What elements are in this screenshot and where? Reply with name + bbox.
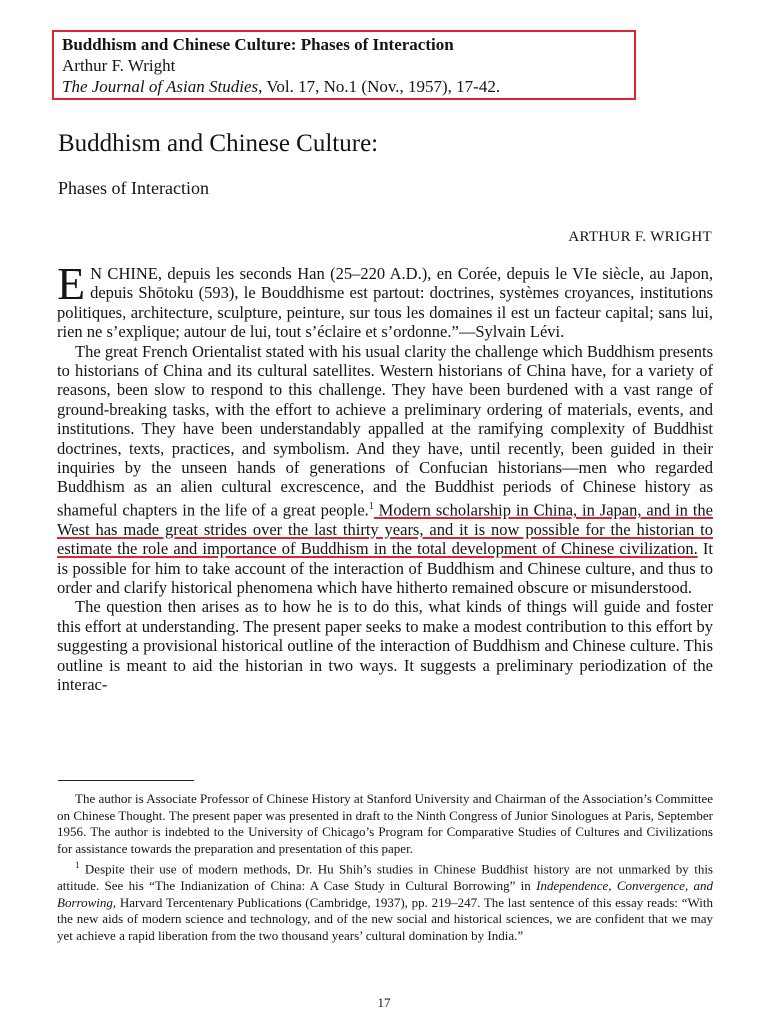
citation-journal: The Journal of Asian Studies,	[62, 77, 263, 96]
citation-source	[62, 76, 626, 97]
citation-box	[52, 30, 636, 100]
article-title: Buddhism and Chinese Culture:	[58, 130, 379, 157]
footnote-1-book-title: Independence, Convergence, and Borrowing,	[57, 878, 714, 910]
footnote-1-text-a: Despite their use of modern methods, Dr. Hu Shih’s studies in Chinese Buddhist history are not unmarked by this attitude. See his “The Indianization of China: A Case Study in Cultural Borrowing” in	[57, 861, 713, 894]
page-number: 17	[377, 995, 391, 1010]
footnotes	[57, 791, 713, 945]
epigraph-text: N CHINE, depuis les seconds Han (25–220 A.D.), en Corée, depuis le VIe siècle, au Japon, depuis Shōtoku (593), le Bouddhisme est partout: doctrines, systèmes croyances, institutions politiques, architecture, sculpture, peinture, sur tous les domaines il est un facteur capital; sans lui, rien ne s’explique; autour de lui, tout s’éclaire et s’ordonne.”—Sylvain Lévi.	[57, 264, 713, 342]
paragraph-2-text: The great French Orientalist stated with his usual clarity the challenge which Buddhism presents to historians of China and its cultural satellites. Western historians of China have, for a variety of reasons, been slow to respond to this challenge. They have been burdened with a vast range of ground-breaking tasks, with the effort to achieve a preliminary ordering of materials, events, and institutions. They have been understandably appalled at the ramifying complexity of Buddhist doctrines, texts, practices, and symbolism. And they have, until recently, been guided in their inquiries by the unseen hands of generations of Confucian historians—men who regarded Buddhism as an alien cultural excrescence, and the Buddhist periods of Chinese history as shameful chapters in the life of a great people.	[57, 341, 713, 520]
footnote-1-mark: 1	[75, 860, 80, 871]
footnote-marker-1[interactable]: 1	[368, 500, 374, 512]
highlighted-passage: Modern scholarship in China, in Japan, and in the West has made great strides over the last thirty years, and it is now possible for the historian to estimate the role and importance of Buddhism in the total development of Chinese civilization.	[57, 500, 713, 559]
footnote-rule	[58, 780, 194, 781]
article-subtitle: Phases of Interaction	[58, 178, 209, 198]
citation-title: Buddhism and Chinese Culture: Phases of Interaction	[62, 35, 454, 54]
paragraph-2-rest: It is possible for him to take account of the interaction of Buddhism and Chinese culture, and thus to order and clarify historical phenomena which have hitherto remained obscure or misunderstood.	[57, 539, 713, 597]
footnote-1	[57, 857, 713, 944]
footnote-1-text-b: Harvard Tercentenary Publications (Cambridge, 1937), pp. 219–247. The last sentence of this essay reads: “With the new aids of modern science and technology, and of the new social and historical sciences, we are confident that we may yet achieve a rapid liberation from the two thousand years’ cultural domination by India.”	[57, 894, 713, 944]
epigraph-paragraph	[57, 258, 713, 342]
article-body	[57, 258, 713, 695]
paragraph-3: The question then arises as to how he is to do this, what kinds of things will guide and foster this effort at understanding. The present paper seeks to make a modest contribution to this effort by suggesting a provisional historical outline of the interaction of Buddhism and Chinese culture. This outline is meant to aid the historian in two ways. It suggests a preliminary periodization of the interac-	[57, 597, 713, 695]
article-author: ARTHUR F. WRIGHT	[568, 229, 712, 245]
author-footnote: The author is Associate Professor of Chinese History at Stanford University and Chairman of the Association’s Committee on Chinese Thought. The present paper was presented in draft to the Ninth Congress of Junior Sinologues at Paris, September 1956. The author is indebted to the University of Chicago’s Program for Comparative Studies of Cultures and Civilizations for assistance towards the preparation and presentation of this paper.	[57, 791, 713, 856]
paragraph-2	[57, 342, 713, 598]
drop-cap: E	[57, 258, 86, 309]
citation-author: Arthur F. Wright	[62, 56, 176, 75]
citation-volume: Vol. 17, No.1 (Nov., 1957), 17-42.	[262, 77, 501, 96]
